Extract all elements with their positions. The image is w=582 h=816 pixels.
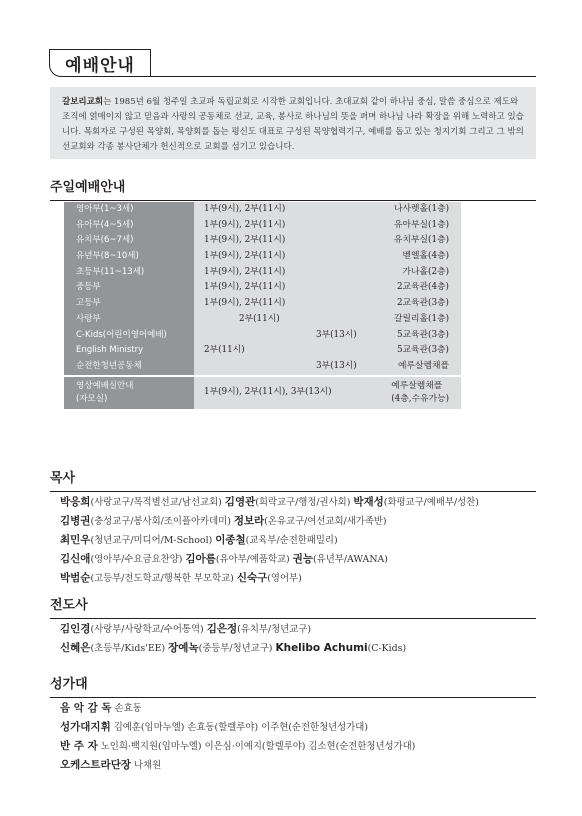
staff-name: 이종철 — [215, 534, 246, 546]
schedule-row — [64, 343, 461, 359]
evangelists-heading: 전도사 — [50, 594, 536, 619]
schedule-time: 1부(9시), 2부(11시), 3부(13시) — [204, 386, 332, 397]
schedule-time: 3부(13시) — [316, 329, 357, 340]
schedule-time: 3부(13시) — [316, 360, 357, 371]
schedule-location: 유치부실(1층) — [394, 235, 449, 246]
staff-line — [60, 569, 479, 588]
video-dept-line2: (자모실) — [76, 393, 108, 404]
schedule-location: 벧엘홀(4층) — [402, 251, 449, 262]
staff-line — [60, 699, 415, 718]
schedule-time: 1부(9시), 2부(11시) — [204, 266, 286, 277]
schedule-row — [64, 328, 461, 344]
video-loc-line1: 예루살렘채플 — [391, 380, 443, 391]
schedule-time-cell — [194, 265, 461, 281]
staff-role: (초등부/Kids'EE) — [90, 643, 166, 654]
schedule-time: 1부(9시), 2부(11시) — [204, 282, 286, 293]
staff-name: 박응희 — [60, 496, 91, 508]
schedule-time-cell — [194, 202, 461, 218]
schedule-department: 유아부(4~5세) — [64, 218, 194, 234]
intro-church-name: 갈보리교회 — [62, 97, 104, 107]
schedule-department: 초등부(11~13세) — [64, 265, 194, 281]
schedule-row — [64, 265, 461, 281]
schedule-time: 1부(9시), 2부(11시) — [204, 219, 286, 230]
schedule-time-cell — [194, 296, 461, 312]
staff-role: (청년교구/미디어/M-School) — [90, 535, 213, 546]
staff-name: 정보라 — [233, 515, 265, 527]
schedule-time: 2부(11시) — [204, 345, 245, 356]
schedule-location: 5교육관(3층) — [396, 345, 449, 356]
staff-role: (사랑교구/목적별선교/남선교회) — [90, 497, 222, 508]
staff-role: (사랑부/사랑학교/수어통역) — [90, 624, 204, 635]
schedule-location: 가나홀(2층) — [402, 266, 449, 277]
schedule-department: C-Kids(어린이영어예배) — [64, 328, 194, 344]
staff-line — [60, 493, 479, 512]
staff-name: 권능 — [292, 553, 313, 565]
title-underline — [150, 76, 536, 77]
schedule-department: 영아부(1~3세) — [64, 202, 194, 218]
worship-schedule-table — [64, 202, 461, 409]
schedule-department: 순전한청년공동체 — [64, 359, 194, 375]
schedule-department: English Ministry — [64, 343, 194, 359]
staff-line — [60, 550, 479, 569]
schedule-time: 1부(9시), 2부(11시) — [204, 298, 286, 309]
schedule-row — [64, 280, 461, 296]
page-title-box — [49, 49, 151, 77]
schedule-time-cell — [194, 233, 461, 249]
video-loc-line2: (4층,수유가능) — [391, 393, 449, 404]
schedule-row — [64, 233, 461, 249]
schedule-time-cell — [194, 312, 461, 328]
staff-name: 김인경 — [60, 623, 91, 635]
schedule-time-cell — [194, 249, 461, 265]
worship-heading: 주일예배안내 — [50, 176, 536, 201]
staff-name: 박범순 — [60, 572, 91, 584]
staff-role: 노인희·백지원(임마누엘) 이은심·이예지(할렐루야) 김소현(순전한청년성가대) — [97, 741, 416, 752]
staff-line — [60, 639, 406, 658]
staff-role: (화평교구/예배부/성찬) — [383, 497, 479, 508]
evangelists-list — [60, 620, 406, 658]
staff-line — [60, 620, 406, 639]
schedule-row — [64, 312, 461, 328]
schedule-location: 예루살렘채플 — [398, 360, 449, 371]
schedule-location: 5교육관(3층) — [396, 329, 449, 340]
schedule-location: 유아부실(1층) — [394, 219, 449, 230]
staff-name: 반 주 자 — [60, 740, 98, 752]
schedule-row — [64, 359, 461, 375]
staff-name: 김영관 — [224, 496, 256, 508]
schedule-row-video — [64, 377, 461, 409]
staff-line — [60, 756, 415, 775]
staff-role: 나채원 — [131, 760, 162, 771]
staff-role: 손효동 — [111, 703, 142, 714]
choir-list — [60, 699, 415, 775]
schedule-time: 1부(9시), 2부(11시) — [204, 235, 286, 246]
intro-box — [50, 87, 536, 159]
schedule-location — [391, 380, 449, 406]
schedule-time-cell — [194, 377, 461, 409]
schedule-time: 2부(11시) — [239, 313, 280, 324]
schedule-time-cell — [194, 280, 461, 296]
schedule-row — [64, 249, 461, 265]
staff-name: 김병권 — [60, 515, 91, 527]
staff-role: (유년부/AWANA) — [313, 554, 388, 565]
staff-role: (교육부/순전한패밀리) — [245, 535, 338, 546]
staff-line — [60, 737, 415, 756]
staff-line — [60, 531, 479, 550]
staff-role: (유아부/예품학교) — [215, 554, 290, 565]
staff-name: 신숙구 — [236, 572, 268, 584]
staff-role: (고등부/전도학교/행복한 부모학교) — [90, 573, 234, 584]
staff-role: (C-Kids) — [367, 643, 407, 654]
staff-name: 오케스트라단장 — [60, 759, 132, 771]
schedule-row — [64, 218, 461, 234]
staff-line — [60, 512, 479, 531]
staff-name: 성가대지휘 — [60, 721, 111, 733]
staff-role: (충성교구/봉사회/조이플아카데미) — [90, 516, 231, 527]
staff-name: Khelibo Achumi — [275, 642, 368, 654]
staff-name: 김아름 — [185, 553, 216, 565]
staff-role: (온유교구/여선교회/새가족반) — [264, 516, 387, 527]
schedule-location: 나사렛홀(1층) — [394, 204, 449, 214]
staff-name: 김은정 — [206, 623, 238, 635]
staff-line — [60, 718, 415, 737]
schedule-department: 유치부(6~7세) — [64, 233, 194, 249]
staff-role: (유치부/청년교구) — [237, 624, 311, 635]
schedule-location: 갈릴리홀(1층) — [394, 313, 449, 324]
schedule-row — [64, 296, 461, 312]
intro-text: 는 1985년 6월 청주일 초교파 독립교회로 시작한 교회입니다. 초대교회 같이 하나님 중심, 말씀 중심으로 제도와 조직에 얽매이지 않고 믿음과 사랑의 공동체로 선교, 교육, 봉사로 하나님의 뜻을 펴며 하나님 나라 확장을 위해 노력하고 있습니다. 목회자로 구성된 목양회, 목양회를 돕는 평신도 대표로 구성된 목양협력기구, 예배를 돕고 있는 청지기회 그리고 그 밖의 선교회와 각종 봉사단체가 헌신적으로 교회를 섬기고 있습니다. — [62, 97, 524, 152]
staff-name: 김신애 — [60, 553, 91, 565]
schedule-location: 2교육관(4층) — [396, 282, 449, 293]
schedule-department — [64, 377, 194, 409]
staff-name: 신혜은 — [60, 642, 91, 654]
staff-name: 음 악 감 독 — [60, 702, 112, 714]
page-title: 예배안내 — [65, 55, 135, 76]
schedule-time: 1부(9시), 2부(11시) — [204, 204, 286, 214]
staff-role: (영아부/수요금요찬양) — [90, 554, 183, 565]
schedule-time-cell — [194, 328, 461, 344]
staff-role: (영어부) — [267, 573, 302, 584]
schedule-department: 중등부 — [64, 280, 194, 296]
staff-role: (중등부/청년교구) — [198, 643, 273, 654]
schedule-time: 1부(9시), 2부(11시) — [204, 251, 286, 262]
schedule-time-cell — [194, 343, 461, 359]
pastors-list — [60, 493, 479, 588]
staff-role: 김예훈(임마누엘) 손효동(할렐루야) 이주현(순전한청년성가대) — [110, 722, 369, 733]
schedule-department: 사랑부 — [64, 312, 194, 328]
schedule-row — [64, 202, 461, 218]
schedule-department: 유년부(8~10세) — [64, 249, 194, 265]
staff-name: 장예녹 — [168, 642, 199, 654]
choir-heading: 성가대 — [50, 673, 536, 698]
staff-role: (희락교구/행정/권사회) — [255, 497, 351, 508]
schedule-time-cell — [194, 359, 461, 375]
schedule-department: 고등부 — [64, 296, 194, 312]
schedule-location: 2교육관(3층) — [396, 298, 449, 309]
staff-name: 박재성 — [353, 496, 384, 508]
video-dept-line1: 영상예배실안내 — [76, 380, 134, 391]
staff-name: 최민우 — [60, 534, 91, 546]
schedule-time-cell — [194, 218, 461, 234]
pastors-heading: 목사 — [50, 467, 536, 492]
